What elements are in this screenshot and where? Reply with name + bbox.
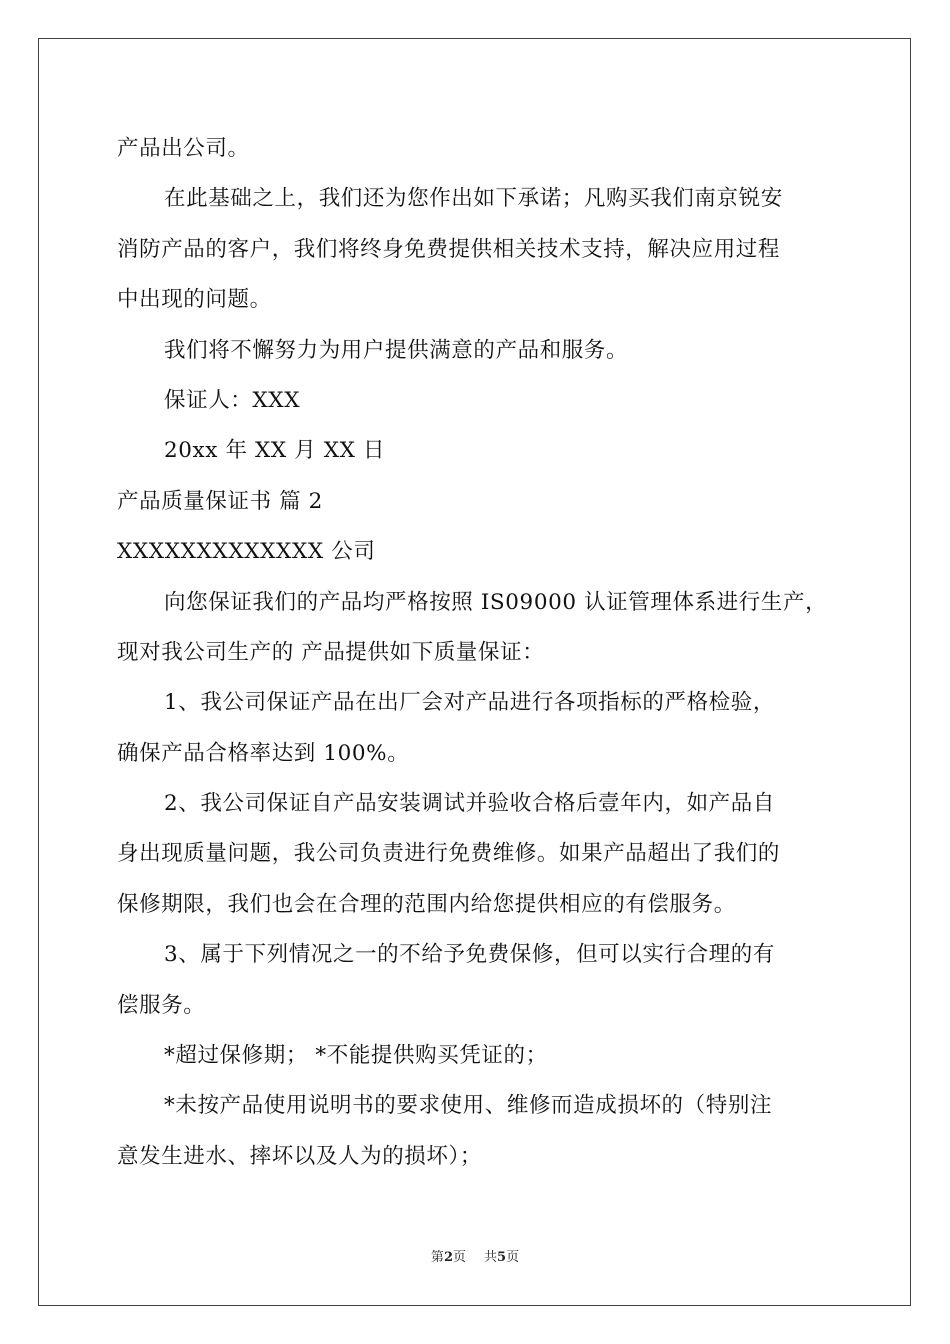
company-name: XXXXXXXXXXXXX 公司	[117, 539, 376, 565]
list-item-1: 1、我公司保证产品在出厂会对产品进行各项指标的严格检验，	[164, 690, 775, 716]
paragraph-line: 保修期限，我们也会在合理的范围内给您提供相应的有偿服务。	[117, 891, 736, 917]
list-item-3: 3、属于下列情况之一的不给予免费保修，但可以实行合理的有	[164, 942, 775, 968]
document-body	[117, 124, 837, 1182]
section-heading: 产品质量保证书 篇 2	[117, 488, 323, 514]
paragraph-line: 确保产品合格率达到 100%。	[117, 740, 410, 766]
paragraph-line: 在此基础之上，我们还为您作出如下承诺；凡购买我们南京锐安	[164, 186, 783, 212]
paragraph-line: 消防产品的客户，我们将终身免费提供相关技术支持，解决应用过程	[117, 236, 781, 262]
date-line: 20xx 年 XX 月 XX 日	[164, 438, 386, 464]
paragraph-line: 现对我公司生产的 产品提供如下质量保证：	[117, 639, 545, 665]
bullet-line: *未按产品使用说明书的要求使用、维修而造成损坏的（特别注	[164, 1093, 773, 1119]
paragraph-line: 向您保证我们的产品均严格按照 IS09000 认证管理体系进行生产，	[164, 589, 828, 615]
guarantor-line: 保证人：XXX	[164, 387, 301, 413]
total-prefix: 共	[484, 1250, 498, 1265]
paragraph-line: 偿服务。	[117, 992, 206, 1018]
bullet-line: *超过保修期； *不能提供购买凭证的；	[164, 1043, 548, 1069]
paragraph-line: 中出现的问题。	[117, 287, 272, 313]
list-item-2: 2、我公司保证自产品安装调试并验收合格后壹年内，如产品自	[164, 791, 775, 817]
page-number: 2	[443, 1250, 453, 1265]
paragraph-line: 产品出公司。	[117, 136, 250, 161]
total-pages: 5	[497, 1250, 507, 1265]
page-prefix: 第	[430, 1250, 444, 1265]
paragraph-line: 意发生进水、摔坏以及人为的损坏）；	[117, 1143, 482, 1169]
paragraph-line: 身出现质量问题，我公司负责进行免费维修。如果产品超出了我们的	[117, 841, 781, 867]
total-suffix: 页	[506, 1250, 520, 1265]
page-suffix: 页	[452, 1250, 466, 1265]
paragraph-line: 我们将不懈努力为用户提供满意的产品和服务。	[164, 337, 629, 363]
page-footer	[0, 1246, 950, 1265]
